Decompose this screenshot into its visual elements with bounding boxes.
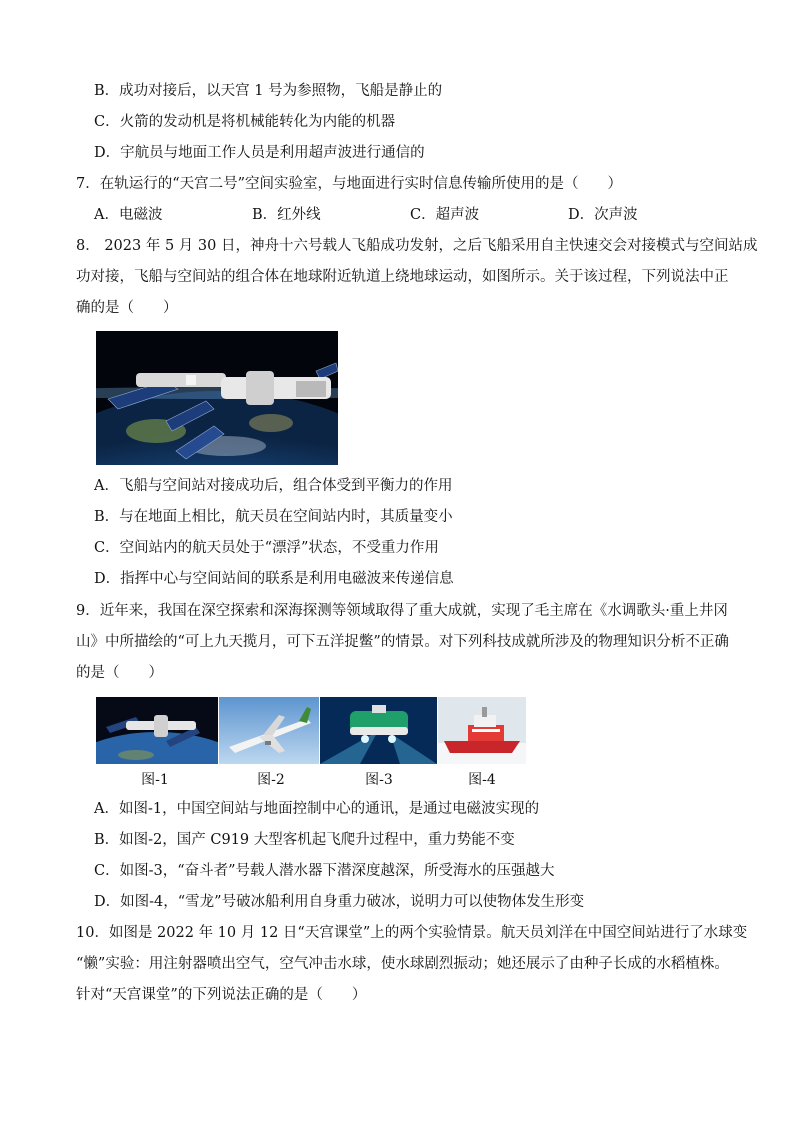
figure-3-caption: 图-3 xyxy=(365,772,393,788)
q9-stem-line1: 9．近年来，我国在深空探索和深海探测等领域取得了重大成就，实现了毛主席在《水调歌头·重上井冈 xyxy=(76,603,728,619)
q8-stem-line3: 确的是（ ） xyxy=(76,300,178,316)
q9-option-a: A．如图-1，中国空间站与地面控制中心的通讯，是通过电磁波实现的 xyxy=(94,801,540,817)
space-station-image xyxy=(96,331,338,465)
q7-option-b: B．红外线 xyxy=(252,207,321,223)
q9-option-b: B．如图-2，国产 C919 大型客机起飞爬升过程中，重力势能不变 xyxy=(94,832,515,848)
q7-options xyxy=(94,205,694,225)
q6-option-c: C．火箭的发动机是将机械能转化为内能的机器 xyxy=(94,114,396,130)
q8-stem-line1: 8． 2023 年 5 月 30 日，神舟十六号载人飞船成功发射，之后飞船采用自主快速交会对接模式与空间站成 xyxy=(76,238,758,254)
q8-option-c: C．空间站内的航天员处于“漂浮”状态，不受重力作用 xyxy=(94,540,439,556)
q8-option-a: A．飞船与空间站对接成功后，组合体受到平衡力的作用 xyxy=(94,478,453,494)
figure-1-caption: 图-1 xyxy=(141,772,169,788)
q10-stem-line2: “懒”实验：用注射器喷出空气，空气冲击水球，使水球剧烈振动；她还展示了由种子长成的水稻植株。 xyxy=(76,956,729,972)
q8-stem-line2: 功对接，飞船与空间站的组合体在地球附近轨道上绕地球运动，如图所示。关于该过程，下列说法中正 xyxy=(76,269,729,285)
q7-stem: 7．在轨运行的“天宫二号”空间实验室，与地面进行实时信息传输所使用的是（ ） xyxy=(76,176,623,192)
figure-3-submersible-image xyxy=(320,697,437,764)
q7-option-a: A．电磁波 xyxy=(94,207,163,223)
q8-option-b: B．与在地面上相比，航天员在空间站内时，其质量变小 xyxy=(94,509,453,525)
q7-option-d: D．次声波 xyxy=(568,207,638,223)
figure-2-airplane-image xyxy=(219,697,319,764)
q10-stem-line3: 针对“天宫课堂”的下列说法正确的是（ ） xyxy=(76,987,367,1003)
q9-stem-line3: 的是（ ） xyxy=(76,665,163,681)
q8-option-d: D．指挥中心与空间站间的联系是利用电磁波来传递信息 xyxy=(94,571,454,587)
figure-4-icebreaker-image xyxy=(438,697,526,764)
q10-stem-line1: 10．如图是 2022 年 10 月 12 日“天宫课堂”上的两个实验情景。航天员刘洋在中国空间站进行了水球变 xyxy=(76,925,748,941)
q9-stem-line2: 山》中所描绘的“可上九天揽月，可下五洋捉鳖”的情景。对下列科技成就所涉及的物理知识分析不正确 xyxy=(76,634,729,650)
q9-option-d: D．如图-4，“雪龙”号破冰船利用自身重力破冰，说明力可以使物体发生形变 xyxy=(94,894,585,910)
figure-2-caption: 图-2 xyxy=(257,772,285,788)
q7-option-c: C．超声波 xyxy=(410,207,480,223)
q6-option-d: D．宇航员与地面工作人员是利用超声波进行通信的 xyxy=(94,145,425,161)
figure-4-caption: 图-4 xyxy=(468,772,496,788)
q9-option-c: C．如图-3，“奋斗者”号载人潜水器下潜深度越深，所受海水的压强越大 xyxy=(94,863,555,879)
figure-1-space-station-image xyxy=(96,697,218,764)
q6-option-b: B．成功对接后，以天宫 1 号为参照物，飞船是静止的 xyxy=(94,83,443,99)
